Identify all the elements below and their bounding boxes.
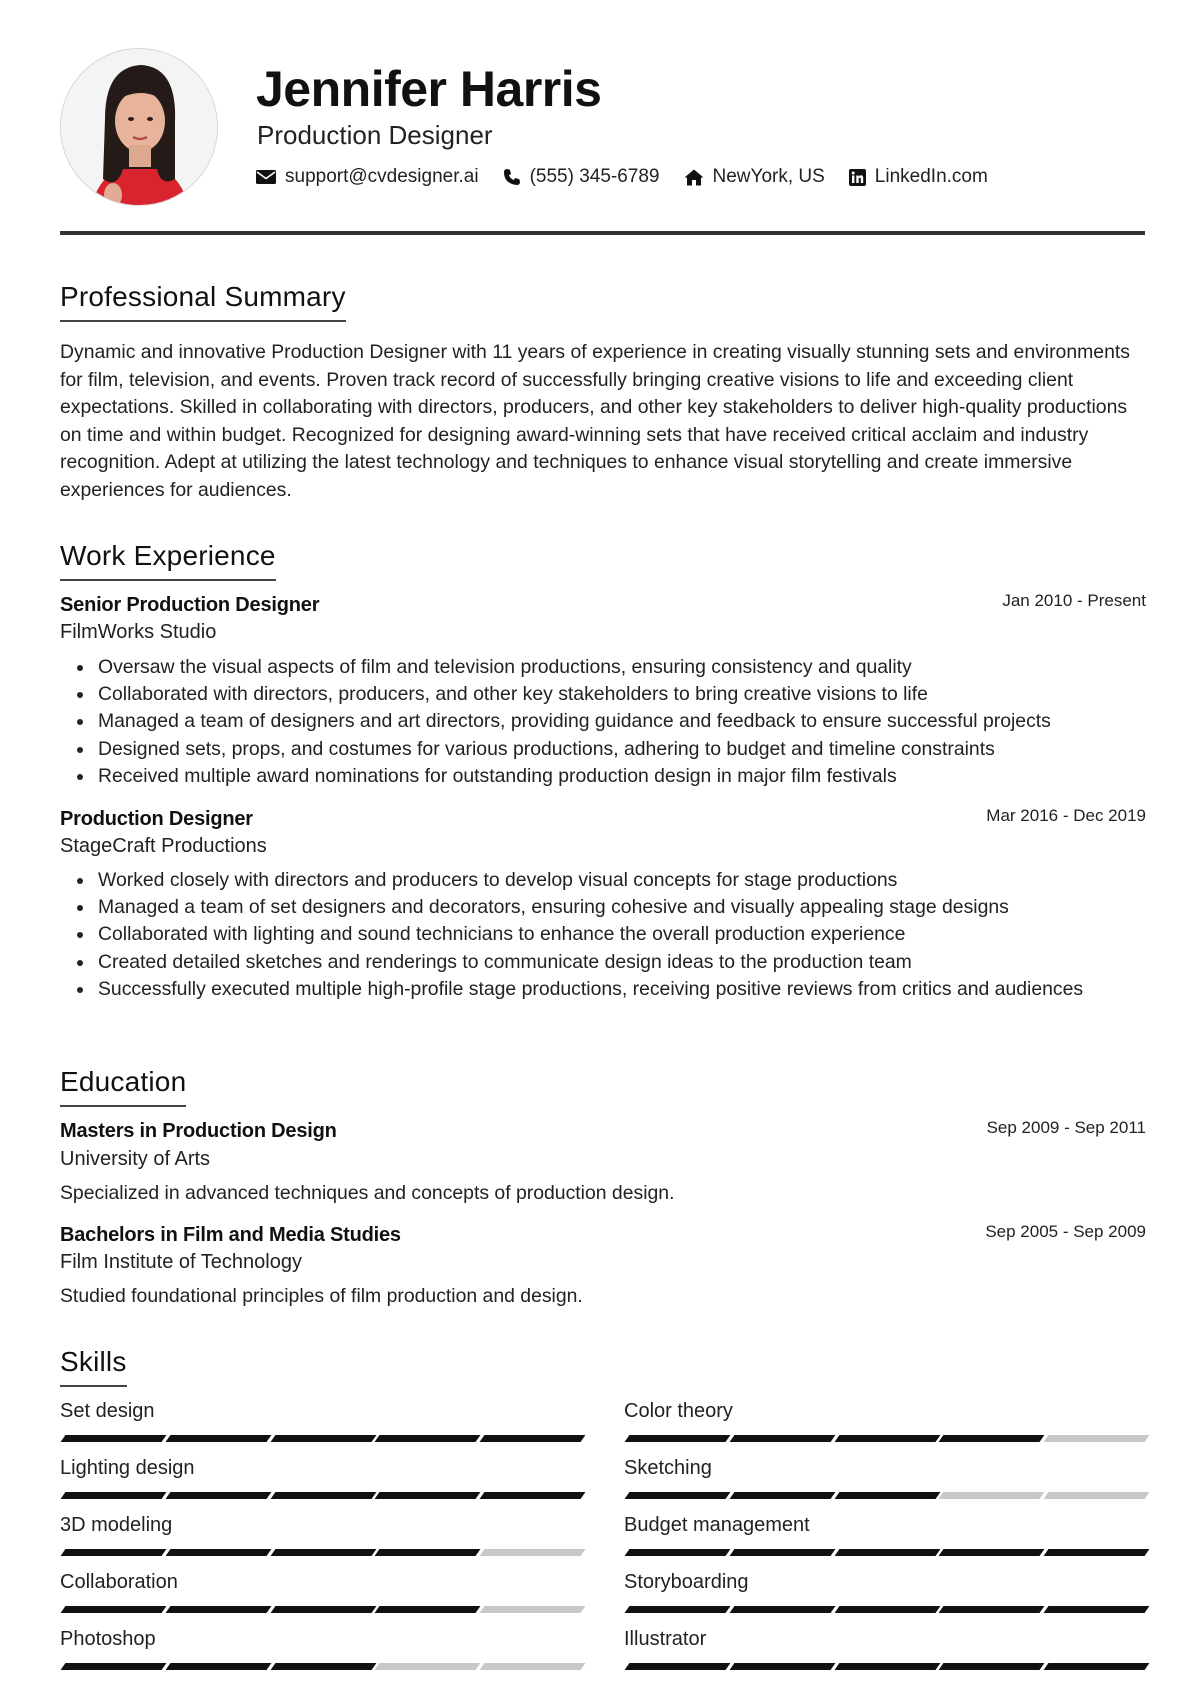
skill-segment-filled [625, 1606, 731, 1613]
job-company: StageCraft Productions [60, 835, 267, 857]
summary-heading [60, 280, 346, 322]
bullet-item: Collaborated with directors, producers, and other key stakeholders to bring creative visions to life [60, 681, 1140, 708]
work-heading-underline [60, 579, 276, 581]
skill-segment-filled [834, 1663, 940, 1670]
skill-segment-filled [375, 1606, 481, 1613]
summary-heading-text: Professional Summary [60, 281, 346, 312]
skill-level-bar [627, 1434, 1147, 1443]
skill-segment-filled [729, 1435, 835, 1442]
contact-email[interactable] [256, 164, 479, 190]
skill-segment-filled [1044, 1606, 1150, 1613]
skill-segment-filled [61, 1549, 167, 1556]
degree-title: Bachelors in Film and Media Studies [60, 1224, 401, 1246]
bullet-item: Managed a team of set designers and decorators, ensuring cohesive and visually appealing stage designs [60, 894, 1140, 921]
degree-description: Studied foundational principles of film production and design. [60, 1285, 583, 1307]
skill-segment-filled [625, 1549, 731, 1556]
skill-name: Set design [60, 1400, 155, 1422]
skill-name: Lighting design [60, 1457, 195, 1479]
contact-location-text: NewYork, US [712, 166, 825, 187]
skill-segment-filled [939, 1606, 1045, 1613]
skill-segment-filled [61, 1606, 167, 1613]
skill-segment-empty [480, 1663, 586, 1670]
skill-name: Sketching [624, 1457, 712, 1479]
skill-segment-empty [1044, 1435, 1150, 1442]
skill-segment-filled [270, 1606, 376, 1613]
skill-level-bar [63, 1548, 583, 1557]
skill-segment-filled [375, 1492, 481, 1499]
skill-segment-filled [625, 1663, 731, 1670]
bullet-item: Oversaw the visual aspects of film and television productions, ensuring consistency and quality [60, 654, 1140, 681]
job-dates: Jan 2010 - Present [1002, 591, 1146, 610]
skill-segment-filled [939, 1549, 1045, 1556]
work-heading-text: Work Experience [60, 540, 276, 571]
bullet-item: Worked closely with directors and producers to develop visual concepts for stage productions [60, 867, 1140, 894]
linkedin-icon [849, 169, 866, 186]
skill-segment-filled [165, 1606, 271, 1613]
skill-segment-empty [480, 1606, 586, 1613]
skill-level-bar [63, 1434, 583, 1443]
job-bullets [60, 867, 1140, 1003]
skill-segment-filled [625, 1435, 731, 1442]
degree-title: Masters in Production Design [60, 1120, 337, 1142]
education-heading [60, 1065, 186, 1107]
skill-segment-filled [165, 1435, 271, 1442]
skill-segment-filled [270, 1492, 376, 1499]
skill-segment-filled [939, 1663, 1045, 1670]
skill-segment-filled [270, 1435, 376, 1442]
skills-heading-underline [60, 1385, 127, 1387]
skill-segment-filled [165, 1663, 271, 1670]
skill-level-bar [627, 1605, 1147, 1614]
contact-phone-text: (555) 345-6789 [529, 166, 660, 187]
skills-heading-text: Skills [60, 1346, 127, 1377]
bullet-item: Designed sets, props, and costumes for various productions, adhering to budget and timeline constraints [60, 736, 1140, 763]
job-bullets [60, 654, 1140, 790]
skill-name: 3D modeling [60, 1514, 173, 1536]
skill-segment-filled [1044, 1549, 1150, 1556]
skill-segment-filled [165, 1549, 271, 1556]
skill-level-bar [627, 1548, 1147, 1557]
summary-text: Dynamic and innovative Production Designer with 11 years of experience in creating visually stunning sets and environments for film, television, and events. Proven track record of successfully bringing creative visions to life and exceeding client expectations. Skilled in collaborating with directors, producers, and other key stakeholders to deliver high-quality productions on time and within budget. Recognized for designing award-winning sets that have received critical acclaim and industry recognition. Adept at utilizing the latest technology and techniques to enhance visual storytelling and create immersive experiences for audiences. [60, 341, 1130, 501]
skill-level-bar [63, 1491, 583, 1500]
skills-heading [60, 1345, 127, 1387]
skill-segment-filled [61, 1435, 167, 1442]
candidate-title: Production Designer [257, 120, 493, 150]
portrait-illustration [61, 49, 218, 206]
skill-segment-filled [165, 1492, 271, 1499]
contact-phone[interactable] [503, 164, 660, 190]
skill-segment-empty [1044, 1492, 1150, 1499]
skill-name: Photoshop [60, 1628, 156, 1650]
skill-segment-filled [61, 1492, 167, 1499]
education-heading-text: Education [60, 1066, 187, 1097]
bullet-item: Managed a team of designers and art directors, providing guidance and feedback to ensure successful projects [60, 708, 1140, 735]
skill-level-bar [63, 1662, 583, 1671]
skill-segment-filled [270, 1549, 376, 1556]
skill-segment-filled [729, 1606, 835, 1613]
summary-heading-underline [60, 320, 346, 322]
skill-segment-filled [480, 1492, 586, 1499]
contact-location [684, 164, 825, 190]
candidate-name: Jennifer Harris [256, 61, 602, 117]
degree-dates: Sep 2005 - Sep 2009 [985, 1222, 1146, 1241]
skill-level-bar [63, 1605, 583, 1614]
home-icon [684, 169, 704, 186]
degree-dates: Sep 2009 - Sep 2011 [986, 1118, 1146, 1137]
bullet-item: Collaborated with lighting and sound technicians to enhance the overall production experience [60, 921, 1140, 948]
contact-bar [256, 164, 988, 190]
skill-segment-filled [729, 1663, 835, 1670]
skill-segment-empty [939, 1492, 1045, 1499]
skill-segment-filled [939, 1435, 1045, 1442]
contact-email-text: support@cvdesigner.ai [285, 166, 479, 187]
contact-linkedin[interactable] [849, 164, 988, 190]
skill-name: Illustrator [624, 1628, 707, 1650]
skill-segment-filled [375, 1435, 481, 1442]
header-divider [60, 231, 1145, 235]
skill-name: Collaboration [60, 1571, 178, 1593]
skill-name: Budget management [624, 1514, 810, 1536]
work-heading [60, 539, 276, 581]
degree-school: Film Institute of Technology [60, 1251, 302, 1273]
skill-level-bar [627, 1491, 1147, 1500]
skill-name: Storyboarding [624, 1571, 749, 1593]
skill-segment-filled [270, 1663, 376, 1670]
skill-segment-filled [1044, 1663, 1150, 1670]
profile-photo [60, 48, 218, 206]
skill-segment-filled [61, 1663, 167, 1670]
skill-segment-filled [834, 1549, 940, 1556]
envelope-icon [256, 169, 276, 185]
skill-segment-filled [375, 1549, 481, 1556]
skill-segment-filled [834, 1606, 940, 1613]
education-heading-underline [60, 1105, 186, 1107]
degree-school: University of Arts [60, 1148, 211, 1170]
skill-segment-filled [480, 1435, 586, 1442]
phone-icon [503, 168, 521, 186]
skill-level-bar [627, 1662, 1147, 1671]
skill-segment-empty [480, 1549, 586, 1556]
skill-segment-filled [729, 1492, 835, 1499]
bullet-item: Received multiple award nominations for outstanding production design in major film festivals [60, 763, 1140, 790]
job-dates: Mar 2016 - Dec 2019 [986, 806, 1146, 825]
degree-description: Specialized in advanced techniques and concepts of production design. [60, 1182, 675, 1204]
skill-name: Color theory [624, 1400, 733, 1422]
job-title: Senior Production Designer [60, 594, 320, 616]
skill-segment-filled [625, 1492, 731, 1499]
job-title: Production Designer [60, 808, 253, 830]
bullet-item: Created detailed sketches and renderings to communicate design ideas to the production team [60, 949, 1140, 976]
skill-segment-filled [729, 1549, 835, 1556]
skill-segment-empty [375, 1663, 481, 1670]
contact-linkedin-text: LinkedIn.com [874, 166, 988, 187]
skill-segment-filled [834, 1492, 940, 1499]
skill-segment-filled [834, 1435, 940, 1442]
bullet-item: Successfully executed multiple high-profile stage productions, receiving positive reviews from critics and audiences [60, 976, 1140, 1003]
job-company: FilmWorks Studio [60, 621, 217, 643]
